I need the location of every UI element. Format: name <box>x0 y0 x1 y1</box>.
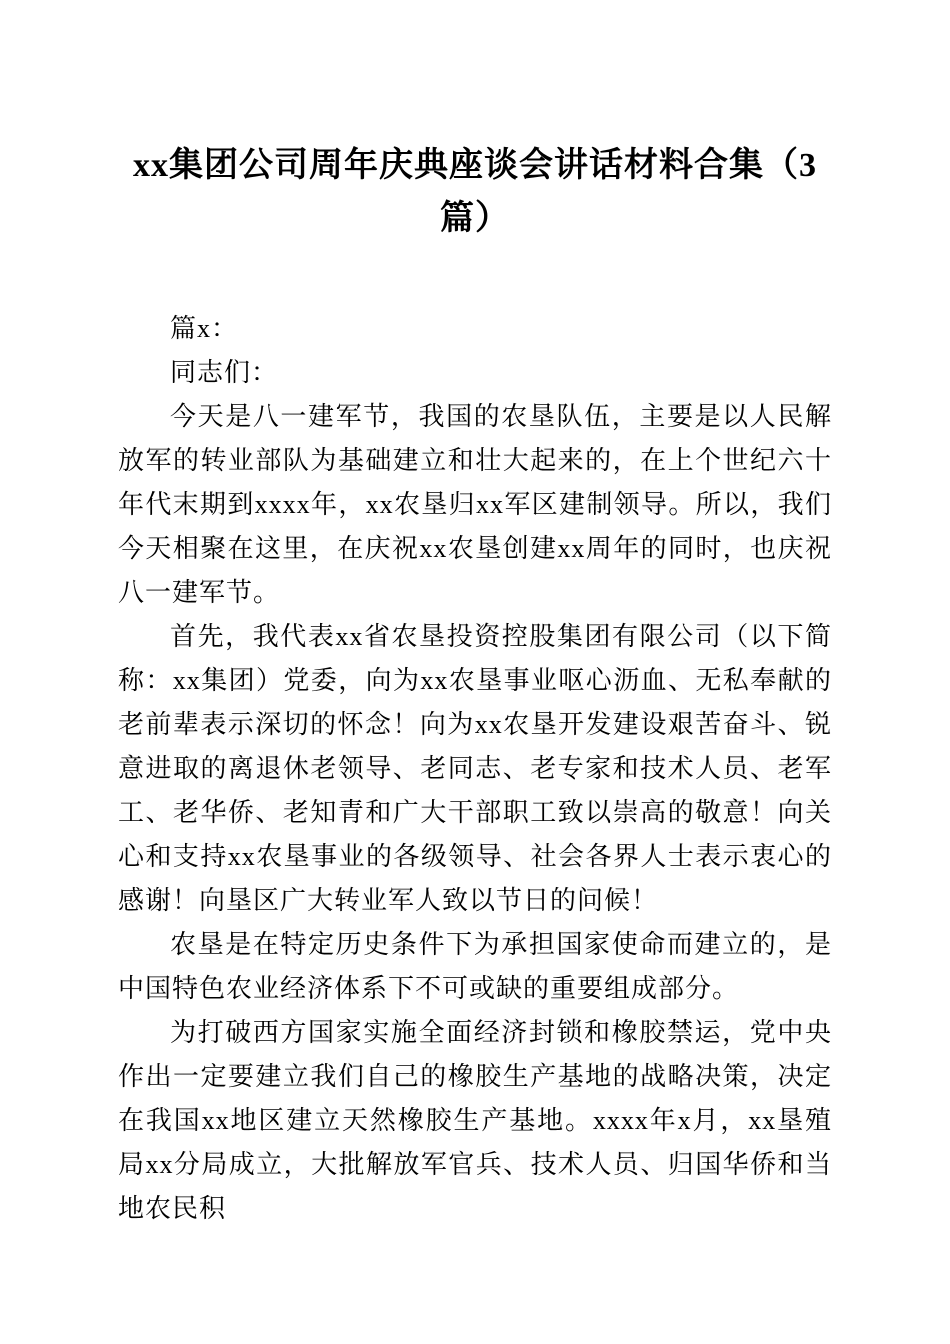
paragraph: 农垦是在特定历史条件下为承担国家使命而建立的，是中国特色农业经济体系下不可或缺的重要组成部分。 <box>118 930 832 1004</box>
paragraph: 为打破西方国家实施全面经济封锁和橡胶禁运，党中央作出一定要建立我们自己的橡胶生产基地的战略决策，决定在我国xx地区建立天然橡胶生产基地。xxxx年x月，xx垦殖局xx分局成立，大批解放军官兵、技术人员、归国华侨和当地农民积 <box>118 1018 832 1224</box>
document-body <box>118 307 832 1231</box>
document-title: xx集团公司周年庆典座谈会讲话材料合集（3篇） <box>133 147 817 237</box>
paragraph: 首先，我代表xx省农垦投资控股集团有限公司（以下简称：xx集团）党委，向为xx农垦事业呕心沥血、无私奉献的老前辈表示深切的怀念！向为xx农垦开发建设艰苦奋斗、锐意进取的离退休老领导、老同志、老专家和技术人员、老军工、老华侨、老知青和广大干部职工致以崇高的敬意！向关心和支持xx农垦事业的各级领导、社会各界人士表示衷心的感谢！向垦区广大转业军人致以节日的问候！ <box>118 622 832 916</box>
paragraph: 同志们： <box>170 358 279 388</box>
paragraph: 今天是八一建军节，我国的农垦队伍，主要是以人民解放军的转业部队为基础建立和壮大起来的，在上个世纪六十年代末期到xxxx年，xx农垦归xx军区建制领导。所以，我们今天相聚在这里，在庆祝xx农垦创建xx周年的同时，也庆祝八一建军节。 <box>118 402 832 608</box>
paragraph: 篇x： <box>170 314 239 344</box>
